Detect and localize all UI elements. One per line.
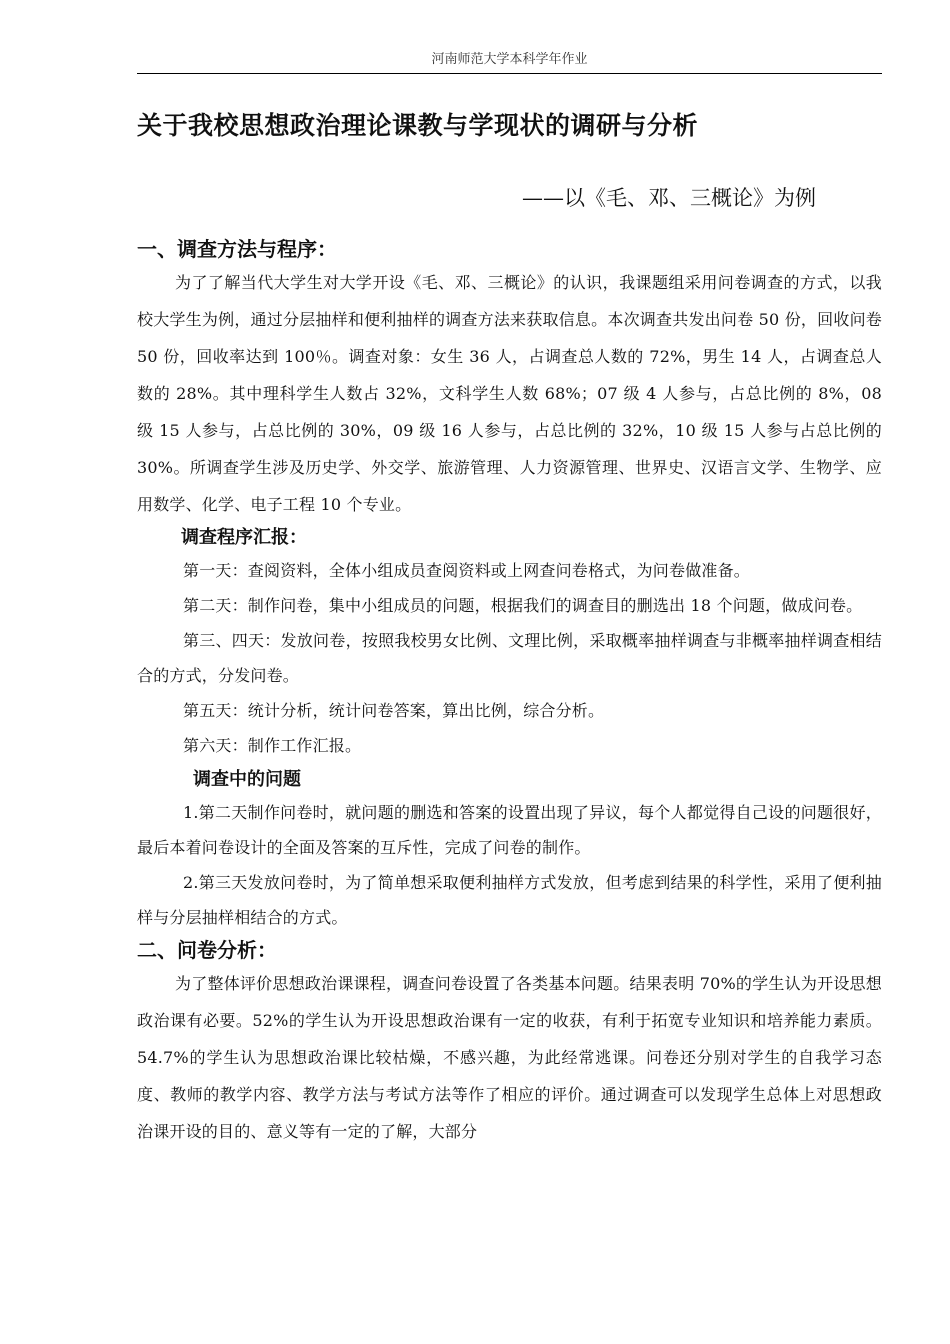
section-heading-methods: 一、调查方法与程序： [137,237,337,261]
running-header: 河南师范大学本科学年作业 [431,52,588,67]
header-rule [137,73,882,74]
paragraph-day-1: 第一天：查阅资料，全体小组成员查阅资料或上网查问卷格式，为问卷做准备。 [183,561,751,580]
document-body [137,108,882,1150]
paragraph-problem-2: 2.第三天发放问卷时，为了简单想采取便利抽样方式发放，但考虑到结果的科学性，采用了便利抽样与分层抽样相结合的方式。 [137,873,882,927]
paragraph-problem-1: 1.第二天制作问卷时，就问题的删选和答案的设置出现了异议，每个人都觉得自己设的问题很好，最后本着问卷设计的全面及答案的互斥性，完成了问卷的制作。 [137,803,882,857]
section-heading-analysis: 二、问卷分析： [137,938,277,962]
paragraph-day-5: 第五天：统计分析，统计问卷答案，算出比例，综合分析。 [183,701,605,720]
paragraph-day-6: 第六天：制作工作汇报。 [183,736,362,755]
document-subtitle: ——以《毛、邓、三概论》为例 [522,186,816,210]
paragraph-methods-intro: 为了了解当代大学生对大学开设《毛、邓、三概论》的认识，我课题组采用问卷调查的方式，以我校大学生为例，通过分层抽样和便利抽样的调查方法来获取信息。本次调查共发出问卷 50 份，回收问卷 50 份，回收率达到 100％。调查对象：女生 36 人，占调查总人数的 72%，男生 14 人，占调查总人数的 28%。其中理科学生人数占 32%，文科学生人数 68%；07 级 4 人参与，占总比例的 8%，08 级 15 人参与，占总比例的 30%，09 级 16 人参与，占总比例的 32%，10 级 15 人参与占总比例的 30%。所调查学生涉及历史学、外交学、旅游管理、人力资源管理、世界史、汉语言文学、生物学、应用数学、化学、电子工程 10 个专业。 [137,273,882,514]
subheading-procedure: 调查程序汇报： [181,527,307,548]
document-title: 关于我校思想政治理论课教与学现状的调研与分析 [137,111,699,140]
paragraph-analysis: 为了整体评价思想政治课课程，调查问卷设置了各类基本问题。结果表明 70%的学生认为开设思想政治课有必要。52%的学生认为开设思想政治课有一定的收获，有利于拓宽专业知识和培养能力素质。54.7%的学生认为思想政治课比较枯燥，不感兴趣，为此经常逃课。问卷还分别对学生的自我学习态度、教师的教学内容、教学方法与考试方法等作了相应的评价。通过调查可以发现学生总体上对思想政治课开设的目的、意义等有一定的了解，大部分 [137,974,882,1141]
paragraph-day-2: 第二天：制作问卷，集中小组成员的问题，根据我们的调查目的删选出 18 个问题，做成问卷。 [183,596,863,615]
subheading-problems: 调查中的问题 [193,769,301,790]
paragraph-day-3-4: 第三、四天：发放问卷，按照我校男女比例、文理比例，采取概率抽样调查与非概率抽样调查相结合的方式，分发问卷。 [137,631,882,685]
